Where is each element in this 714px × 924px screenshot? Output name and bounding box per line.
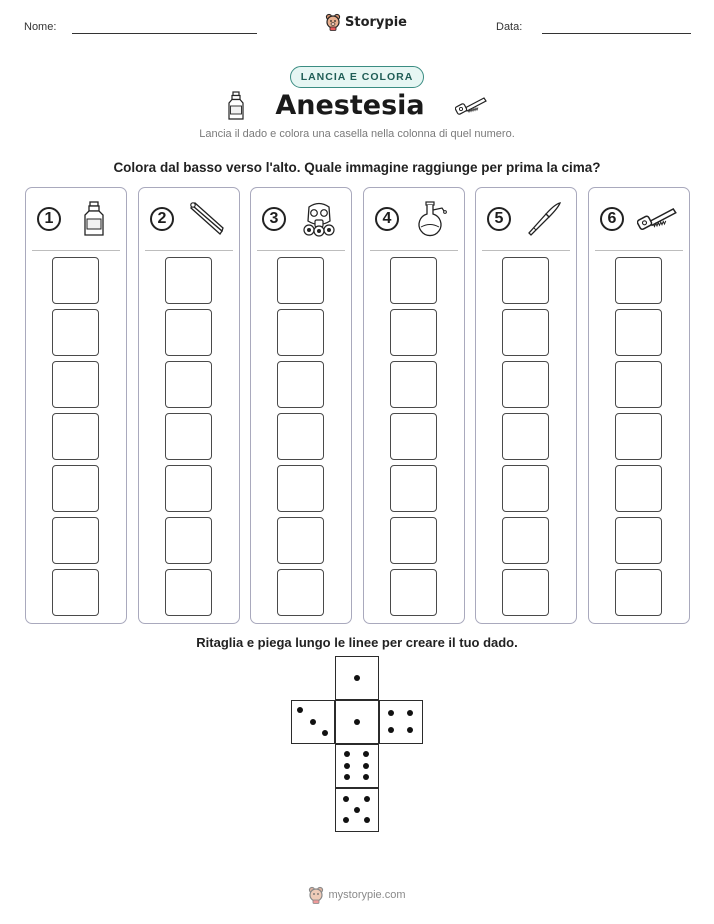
color-box[interactable] — [165, 257, 212, 304]
column-divider — [595, 250, 683, 251]
round-flask-icon — [412, 200, 452, 238]
dice-face-1 — [335, 656, 379, 700]
title-row — [0, 90, 714, 121]
column-number: 4 — [375, 207, 399, 231]
color-box[interactable] — [390, 465, 437, 512]
color-box[interactable] — [52, 309, 99, 356]
color-box[interactable] — [615, 309, 662, 356]
color-box[interactable] — [390, 257, 437, 304]
footer — [308, 886, 405, 904]
color-box[interactable] — [390, 517, 437, 564]
color-box[interactable] — [165, 569, 212, 616]
dice-pip — [354, 719, 360, 725]
color-box[interactable] — [615, 465, 662, 512]
scalpel-icon — [524, 200, 564, 238]
color-box[interactable] — [52, 465, 99, 512]
dice-face-5 — [335, 788, 379, 832]
dice-pip — [344, 751, 350, 757]
color-box[interactable] — [615, 413, 662, 460]
gas-mask-icon — [299, 200, 339, 238]
color-box[interactable] — [165, 309, 212, 356]
name-label: Nome: — [24, 21, 57, 33]
activity-badge: LANCIA E COLORA — [290, 66, 425, 88]
column-divider — [145, 250, 233, 251]
column-divider — [32, 250, 120, 251]
color-box[interactable] — [165, 413, 212, 460]
dice-face-1 — [335, 700, 379, 744]
date-label: Data: — [496, 21, 523, 33]
dice-pip — [364, 796, 370, 802]
dice-pip — [322, 730, 328, 736]
color-box[interactable] — [502, 257, 549, 304]
date-line — [542, 33, 691, 34]
color-box[interactable] — [277, 257, 324, 304]
color-box[interactable] — [277, 309, 324, 356]
color-box[interactable] — [390, 413, 437, 460]
color-box[interactable] — [615, 517, 662, 564]
column-2 — [138, 187, 240, 624]
dice-pip — [354, 807, 360, 813]
column-6 — [588, 187, 690, 624]
color-box[interactable] — [52, 569, 99, 616]
color-box[interactable] — [615, 569, 662, 616]
column-1 — [25, 187, 127, 624]
color-box[interactable] — [165, 465, 212, 512]
column-5 — [475, 187, 577, 624]
color-box[interactable] — [277, 361, 324, 408]
color-box[interactable] — [52, 257, 99, 304]
game-instruction: Colora dal basso verso l'alto. Quale immagine raggiunge per prima la cima? — [113, 160, 601, 175]
page-title: Anestesia — [275, 90, 425, 121]
tweezers-icon — [187, 200, 227, 238]
medicine-vial-icon — [227, 91, 245, 121]
color-box[interactable] — [615, 257, 662, 304]
dice-face-6 — [335, 744, 379, 788]
color-box[interactable] — [52, 361, 99, 408]
color-box[interactable] — [277, 517, 324, 564]
color-box[interactable] — [52, 517, 99, 564]
dice-face-4 — [379, 700, 423, 744]
storypie-mascot-icon — [308, 886, 324, 904]
dice-instruction: Ritaglia e piega lungo le linee per creare il tuo dado. — [196, 635, 518, 650]
medicine-vial-icon — [74, 200, 114, 238]
dice-pip — [363, 774, 369, 780]
dice-pip — [354, 675, 360, 681]
column-divider — [482, 250, 570, 251]
dice-pip — [363, 751, 369, 757]
color-box[interactable] — [277, 465, 324, 512]
dice-pip — [343, 817, 349, 823]
dice-pip — [343, 796, 349, 802]
color-box[interactable] — [390, 569, 437, 616]
dice-pip — [297, 707, 303, 713]
dice-face-3 — [291, 700, 335, 744]
column-divider — [257, 250, 345, 251]
dice-pip — [363, 763, 369, 769]
dice-pip — [310, 719, 316, 725]
brand-name: Storypie — [345, 14, 407, 30]
bone-saw-icon — [637, 200, 677, 238]
color-box[interactable] — [277, 569, 324, 616]
column-number: 2 — [150, 207, 174, 231]
bone-saw-icon — [455, 95, 487, 117]
color-box[interactable] — [52, 413, 99, 460]
column-number: 5 — [487, 207, 511, 231]
column-number: 3 — [262, 207, 286, 231]
color-box[interactable] — [502, 309, 549, 356]
column-4 — [363, 187, 465, 624]
dice-pip — [407, 727, 413, 733]
color-box[interactable] — [165, 361, 212, 408]
dice-pip — [388, 710, 394, 716]
page-subtitle: Lancia il dado e colora una casella nella colonna di quel numero. — [199, 128, 515, 140]
storypie-mascot-icon — [325, 13, 341, 31]
dice-pip — [407, 710, 413, 716]
color-box[interactable] — [390, 309, 437, 356]
dice-pip — [364, 817, 370, 823]
column-number: 6 — [600, 207, 624, 231]
dice-pip — [344, 763, 350, 769]
color-box[interactable] — [502, 465, 549, 512]
color-box[interactable] — [502, 413, 549, 460]
color-box[interactable] — [502, 517, 549, 564]
color-box[interactable] — [502, 569, 549, 616]
color-box[interactable] — [502, 361, 549, 408]
column-divider — [370, 250, 458, 251]
dice-pip — [388, 727, 394, 733]
name-line — [72, 33, 257, 34]
column-3 — [250, 187, 352, 624]
color-box[interactable] — [165, 517, 212, 564]
color-box[interactable] — [615, 361, 662, 408]
color-box[interactable] — [390, 361, 437, 408]
brand-logo — [325, 13, 407, 31]
column-number: 1 — [37, 207, 61, 231]
color-box[interactable] — [277, 413, 324, 460]
dice-pip — [344, 774, 350, 780]
footer-url: mystorypie.com — [328, 889, 406, 901]
